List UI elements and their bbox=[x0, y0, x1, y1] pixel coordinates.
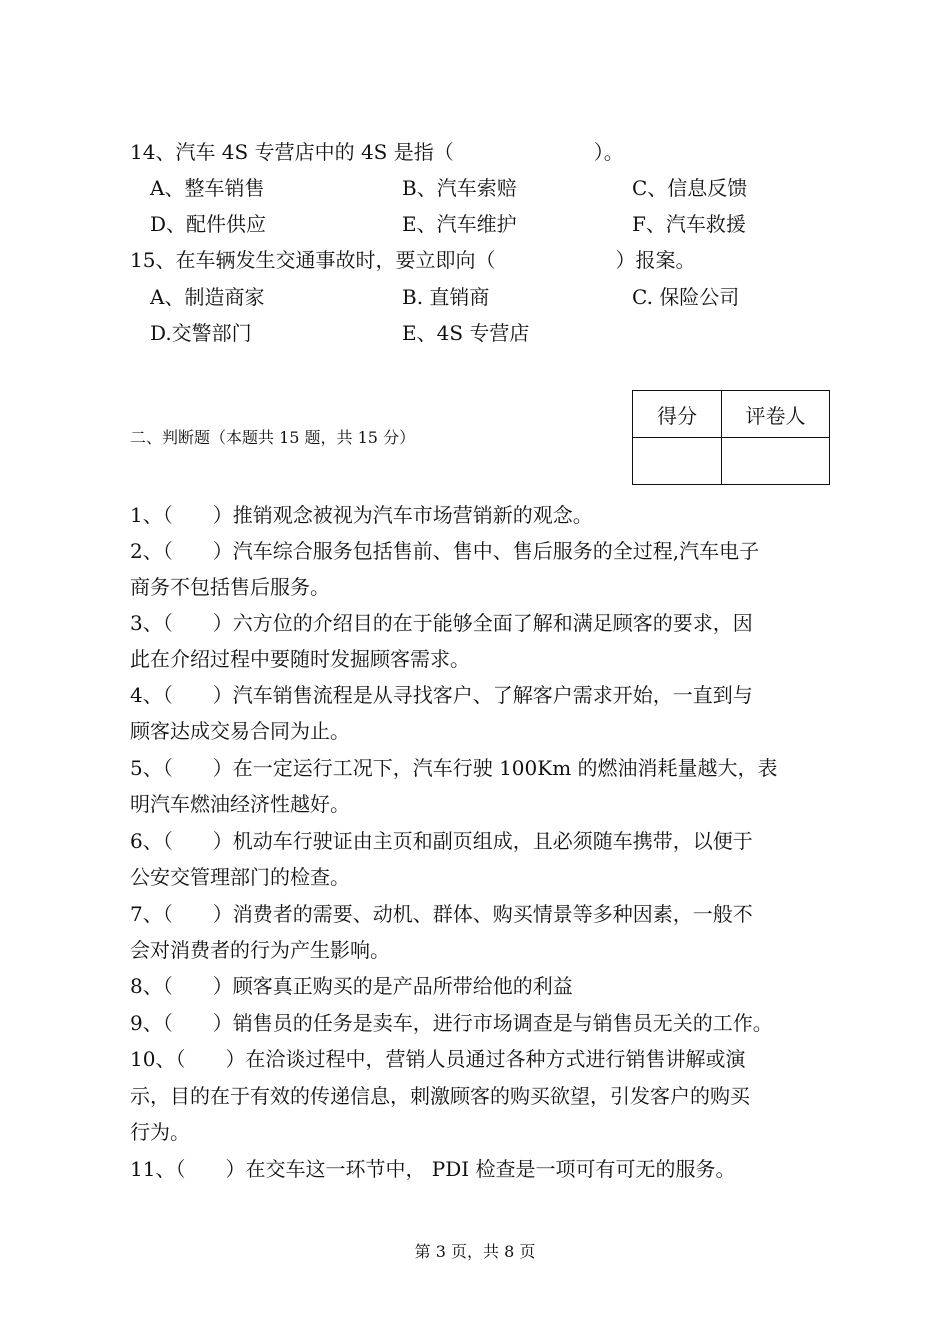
section-title: 二、判断题（本题共 15 题，共 15 分） bbox=[130, 428, 416, 447]
q15-option-c: C. 保险公司 bbox=[632, 285, 740, 309]
tf-line-15: 9、（ ）销售员的任务是卖车，进行市场调查是与销售员无关的工作。 bbox=[130, 1011, 773, 1035]
tf-line-5: 此在介绍过程中要随时发掘顾客需求。 bbox=[130, 647, 470, 671]
tf-line-1: 1、（ ）推销观念被视为汽车市场营销新的观念。 bbox=[130, 503, 593, 527]
question-14-stem: 14、汽车 4S 专营店中的 4S 是指（ ）。 bbox=[130, 140, 624, 164]
tf-line-12: 7、（ ）消费者的需要、动机、群体、购买情景等多种因素，一般不 bbox=[130, 902, 753, 926]
tf-line-13: 会对消费者的行为产生影响。 bbox=[130, 938, 390, 962]
score-table bbox=[632, 390, 830, 485]
tf-line-7: 顾客达成交易合同为止。 bbox=[130, 719, 350, 743]
q14-option-c: C、信息反馈 bbox=[632, 176, 748, 200]
q14-option-a: A、整车销售 bbox=[150, 176, 265, 200]
grader-header: 评卷人 bbox=[722, 391, 830, 438]
tf-line-10: 6、（ ）机动车行驶证由主页和副页组成，且必须随车携带，以便于 bbox=[130, 829, 753, 853]
q14-option-e: E、汽车维护 bbox=[402, 212, 517, 236]
q15-option-a: A、制造商家 bbox=[150, 285, 265, 309]
page-footer: 第 3 页，共 8 页 bbox=[414, 1242, 536, 1261]
tf-line-4: 3、（ ）六方位的介绍目的在于能够全面了解和满足顾客的要求，因 bbox=[130, 611, 753, 635]
q14-option-d: D、配件供应 bbox=[150, 212, 267, 236]
score-cell[interactable] bbox=[633, 438, 722, 485]
tf-line-19: 11、（ ）在交车这一环节中， PDI 检查是一项可有可无的服务。 bbox=[130, 1157, 736, 1181]
question-15-stem: 15、在车辆发生交通事故时，要立即向（ ）报案。 bbox=[130, 248, 696, 272]
tf-line-16: 10、（ ）在洽谈过程中，营销人员通过各种方式进行销售讲解或演 bbox=[130, 1047, 746, 1071]
tf-line-6: 4、（ ）汽车销售流程是从寻找客户、了解客户需求开始，一直到与 bbox=[130, 683, 753, 707]
q14-option-b: B、汽车索赔 bbox=[402, 176, 517, 200]
grader-cell[interactable] bbox=[722, 438, 830, 485]
tf-line-3: 商务不包括售后服务。 bbox=[130, 575, 330, 599]
tf-line-8: 5、（ ）在一定运行工况下，汽车行驶 100Km 的燃油消耗量越大，表 bbox=[130, 756, 778, 780]
q15-option-b: B. 直销商 bbox=[402, 285, 490, 309]
tf-line-2: 2、（ ）汽车综合服务包括售前、售中、售后服务的全过程,汽车电子 bbox=[130, 539, 760, 563]
tf-line-17: 示，目的在于有效的传递信息，刺激顾客的购买欲望，引发客户的购买 bbox=[130, 1084, 750, 1108]
tf-line-18: 行为。 bbox=[130, 1120, 190, 1144]
q15-option-d: D.交警部门 bbox=[150, 321, 252, 345]
tf-line-14: 8、（ ）顾客真正购买的是产品所带给他的利益 bbox=[130, 974, 573, 998]
q15-option-e: E、4S 专营店 bbox=[402, 321, 530, 345]
tf-line-11: 公安交管理部门的检查。 bbox=[130, 865, 350, 889]
score-header: 得分 bbox=[633, 391, 722, 438]
tf-line-9: 明汽车燃油经济性越好。 bbox=[130, 792, 350, 816]
q14-option-f: F、汽车救援 bbox=[632, 212, 746, 236]
